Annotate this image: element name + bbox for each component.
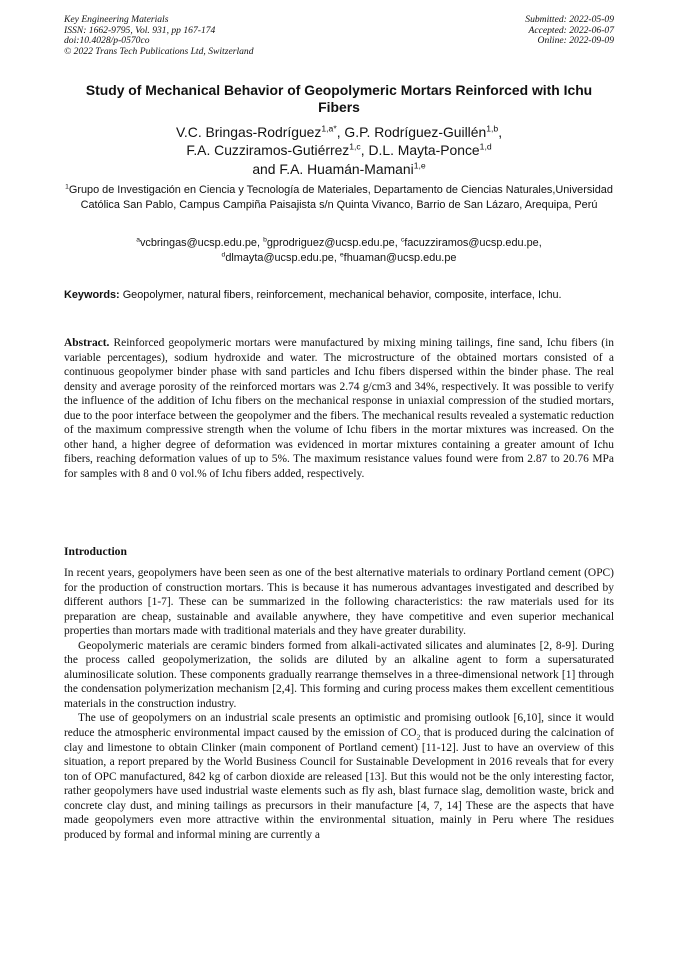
journal-header [64,15,254,57]
keywords-label: Keywords: [64,289,120,301]
paragraph: In recent years, geopolymers have been seen as one of the best alternative materials to ordinary Portland cement (OPC) for the production of construction mortars. This is because it has numerous advantages investigated and described by different authors [1-7]. These can be summarized in the following characteristics: the raw materials used for its preparation are cheap, sustainable and available anywhere, they have competitive and even superior mechanical properties than mortars made with traditional materials and they have greater durability. [64,567,614,638]
introduction-heading: Introduction [64,545,127,558]
abstract-text: Reinforced geopolymeric mortars were manufactured by mixing mining tailings, fine sand, Ichu fibers (in variable percentages), sodium hydroxide and water. The microstructure of the obtained mortars consisted of a continuous geopolymer binder phase with sand particles and Ichu fibers dispersed within the binder phase. The real density and average porosity of the reinforced mortars was 2.74 g/cm3 and 34%, respectively. It was possible to verify the influence of the addition of Ichu fibers on the mechanical response in uniaxial compression of the studied mortars, due to the poor interface between the geopolymer and the fibers. The mechanical results revealed a systematic reduction of the maximum compressive strength when the volume of Ichu fibers in the mortar mixtures was increased. On the other hand, a higher degree of deformation was evidenced in mortar mixtures containing a greater amount of Ichu fibers, reaching deformation values of up to 5%. The maximum resistance values found were from 2.87 to 20.76 MPa for samples with 8 and 0 vol.% of Ichu fibers added, respectively. [64,337,614,480]
paragraph: The use of geopolymers on an industrial scale presents an optimistic and promising outlook [6,10], since it would reduce the atmospheric environmental impact caused by the emission of $CO_2$ that is produced during the calcination of clay and limestone to obtain Clinker (main component of Portland cement) [11-12]. Just to have an overview of this situation, a report prepared by the World Business Council for Sustainable Development in 2016 reveals that for every ton of OPC manufactured, 842 kg of carbon dioxide are released [13]. But this would not be the only interesting factor, rather geopolymers have used industrial waste elements such as fly ash, blast furnace slag, demolition waste, brick and concrete clay dust, and mining tailings as precursors in their manufacture [4, 7, 14] These are the aspects that have made geopolymers even more attractive within the environmental situation, mainly in Peru where The residues produced by formal and informal mining are currently a [64,712,614,841]
copyright-notice: © 2022 Trans Tech Publications Ltd, Switzerland [64,45,254,57]
author: F.A. Cuzziramos-Gutiérrez$^{1,c}$, [186,141,369,159]
author: D.L. Mayta-Ponce$^{1,d}$ [368,141,492,159]
email[interactable]: $^c$facuzziramos@ucsp.edu.pe [400,236,539,249]
keywords [64,288,614,303]
abstract [64,336,614,481]
author: G.P. Rodríguez-Guillén$^{1,b}$, [344,123,503,140]
email[interactable]: $^a$vcbringas@ucsp.edu.pe [136,236,257,249]
author: and F.A. Huamán-Mamani$^{1,e}$ [252,159,426,177]
doi[interactable]: doi:10.4028/p-0570co [64,35,150,47]
email-list: $^a$vcbringas@ucsp.edu.pe, $^b$gprodriguez@ucsp.edu.pe, $^c$facuzziramos@ucsp.edu.pe, $^d$dlmayta@ucsp.edu.pe, $^e$fhuaman@ucsp.edu.pe [136,236,542,265]
paper-title: Study of Mechanical Behavior of Geopolymeric Mortars Reinforced with Ichu Fibers [85,82,593,115]
affiliation: $^1$Grupo de Investigación en Ciencia y Tecnología de Materiales, Departamento de Ciencias Naturales,Universidad Católica San Pablo, Campus Campiña Paisajista s/n Quinta Vivanco, Barrio de San Lázaro, Arequipa, Perú [65,183,613,212]
journal-issn: ISSN: 1662-9795, Vol. 931, pp 167-174 [64,24,216,36]
submitted-date: Submitted: 2022-05-09 [525,14,614,25]
author: V.C. Bringas-Rodríguez$^{1,a*}$, [175,123,345,140]
email[interactable]: $^e$fhuaman@ucsp.edu.pe [339,251,457,265]
dates-header [525,15,614,47]
email[interactable]: $^d$dlmayta@ucsp.edu.pe [221,251,334,265]
online-date: Online: 2022-09-09 [537,35,614,47]
abstract-label: Abstract. [64,337,110,349]
journal-name: Key Engineering Materials [64,14,169,25]
accepted-date: Accepted: 2022-06-07 [528,24,614,36]
introduction-body [64,566,614,842]
email[interactable]: $^b$gprodriguez@ucsp.edu.pe [263,236,395,249]
author-list [64,123,614,178]
paragraph: Geopolymeric materials are ceramic binders formed from alkali-activated silicates and aluminates [2, 8-9]. During the process called geopolymerization, the solids are diluted by an alkaline agent to form a supersaturated aluminosilicate solution. These components gradually rearrange themselves in a three-dimensional network [1] through the condensation polymerization mechanism [2,4]. This forming and curing process makes them excellent cementitious materials in the construction industry. [64,639,614,710]
keywords-text: Geopolymer, natural fibers, reinforcement, mechanical behavior, composite, interface, Ichu. [119,289,562,301]
